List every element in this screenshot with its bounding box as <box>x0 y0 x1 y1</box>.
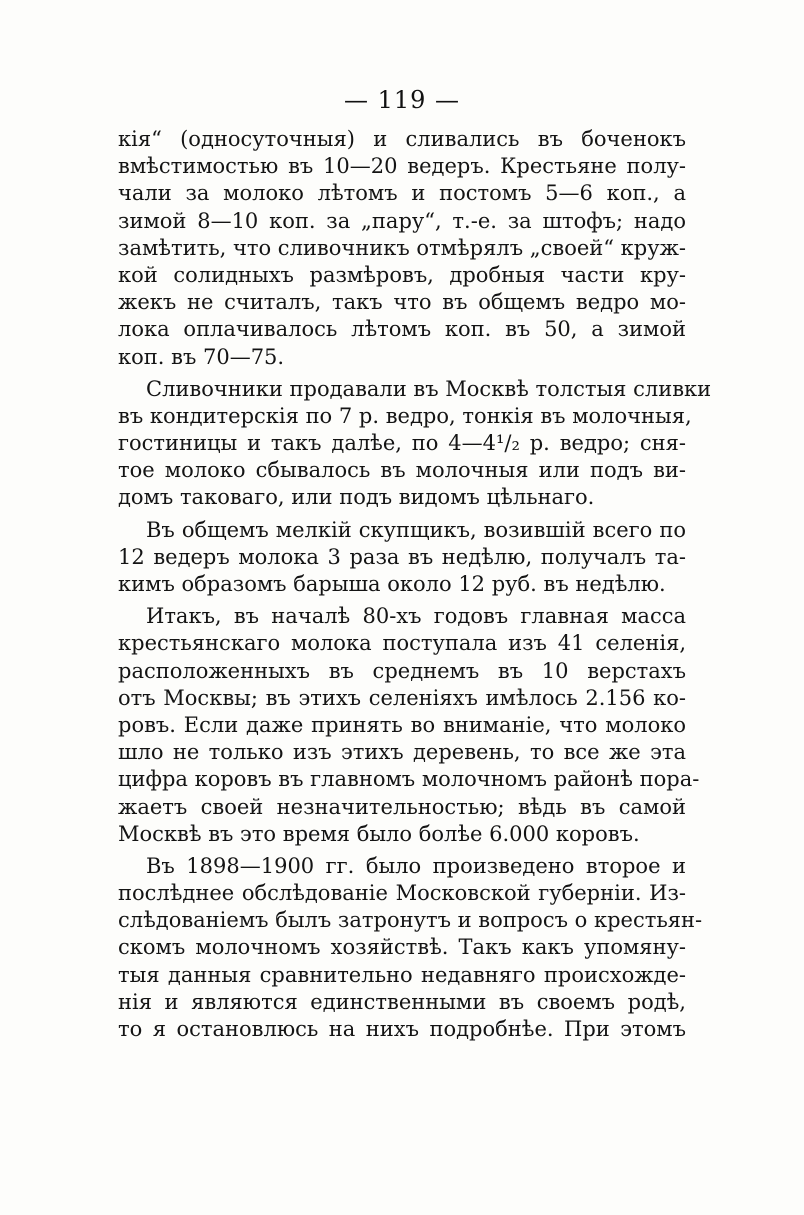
paragraph <box>118 603 700 848</box>
text-line: чали за молоко лѣтомъ и постомъ 5—6 коп., а <box>118 181 686 206</box>
text-line: слѣдованіемъ былъ затронутъ и вопросъ о крестьян- <box>118 908 703 933</box>
text-line: нія и являются единственными въ своемъ родѣ, <box>118 989 686 1014</box>
text-line: вмѣстимостью въ 10—20 ведеръ. Крестьяне полу- <box>118 154 686 179</box>
text-line: кія“ (односуточныя) и сливались въ боченокъ <box>118 127 686 151</box>
text-line: кой солидныхъ размѣровъ, дробныя части кру- <box>118 262 686 287</box>
text-line: Сливочники продавали въ Москвѣ толстыя сливки <box>146 376 712 401</box>
text-line: скомъ молочномъ хозяйствѣ. Такъ какъ упомяну- <box>118 935 686 960</box>
text-line: Въ 1898—1900 гг. было произведено второе и <box>146 853 686 878</box>
text-line: Итакъ, въ началѣ 80-хъ годовъ главная масса <box>146 604 686 629</box>
text-line: жаетъ своей незначительностью; вѣдь въ самой <box>118 794 686 819</box>
text-line: въ кондитерскія по 7 р. ведро, тонкія въ молочныя, <box>118 403 692 428</box>
paragraph <box>118 853 703 1043</box>
text-line: зимой 8—10 коп. за „пару“, т.-е. за штофъ; надо <box>118 208 686 233</box>
text-line: послѣднее обслѣдованіе Московской губерніи. Из- <box>118 881 686 906</box>
text-line: крестьянскаго молока поступала изъ 41 селенія, <box>118 631 686 656</box>
paragraph <box>118 126 686 371</box>
text-line: лока оплачивалось лѣтомъ коп. въ 50, а зимой <box>118 317 686 342</box>
text-line: цифра коровъ въ главномъ молочномъ районѣ пора- <box>118 767 700 792</box>
body-text <box>118 126 712 1043</box>
text-line: кимъ образомъ барыша около 12 руб. въ недѣлю. <box>118 572 666 596</box>
text-line: гостиницы и такъ далѣе, по 4—4¹/₂ р. ведро; сня- <box>118 431 686 456</box>
text-line: жекъ не считалъ, такъ что въ общемъ ведро мо- <box>118 290 686 315</box>
paragraph <box>118 376 712 512</box>
text-line: коп. въ 70—75. <box>118 344 285 369</box>
text-line: замѣтить, что сливочникъ отмѣрялъ „своей“ круж- <box>118 235 687 260</box>
text-line: домъ таковаго, или подъ видомъ цѣльнаго. <box>118 485 595 510</box>
paragraph <box>118 517 686 599</box>
text-line: Въ общемъ мелкій скупщикъ, возившій всего по <box>146 517 686 542</box>
text-line: тое молоко сбывалось въ молочныя или подъ ви- <box>118 458 686 483</box>
text-line: то я остановлюсь на нихъ подробнѣе. При этомъ <box>118 1017 686 1041</box>
text-line: 12 ведеръ молока 3 раза въ недѣлю, получалъ та- <box>118 544 686 569</box>
text-line: ровъ. Если даже принять во вниманіе, что молоко <box>118 712 686 737</box>
text-line: тыя данныя сравнительно недавняго происхожде- <box>118 962 686 987</box>
text-line: расположенныхъ въ среднемъ въ 10 верстахъ <box>118 658 686 683</box>
page-number: — 119 — <box>343 86 461 114</box>
text-line: шло не только изъ этихъ деревень, то все же эта <box>118 740 686 765</box>
text-line: отъ Москвы; въ этихъ селеніяхъ имѣлось 2.156 ко- <box>118 685 686 710</box>
text-line: Москвѣ въ это время было болѣе 6.000 коровъ. <box>118 821 640 846</box>
